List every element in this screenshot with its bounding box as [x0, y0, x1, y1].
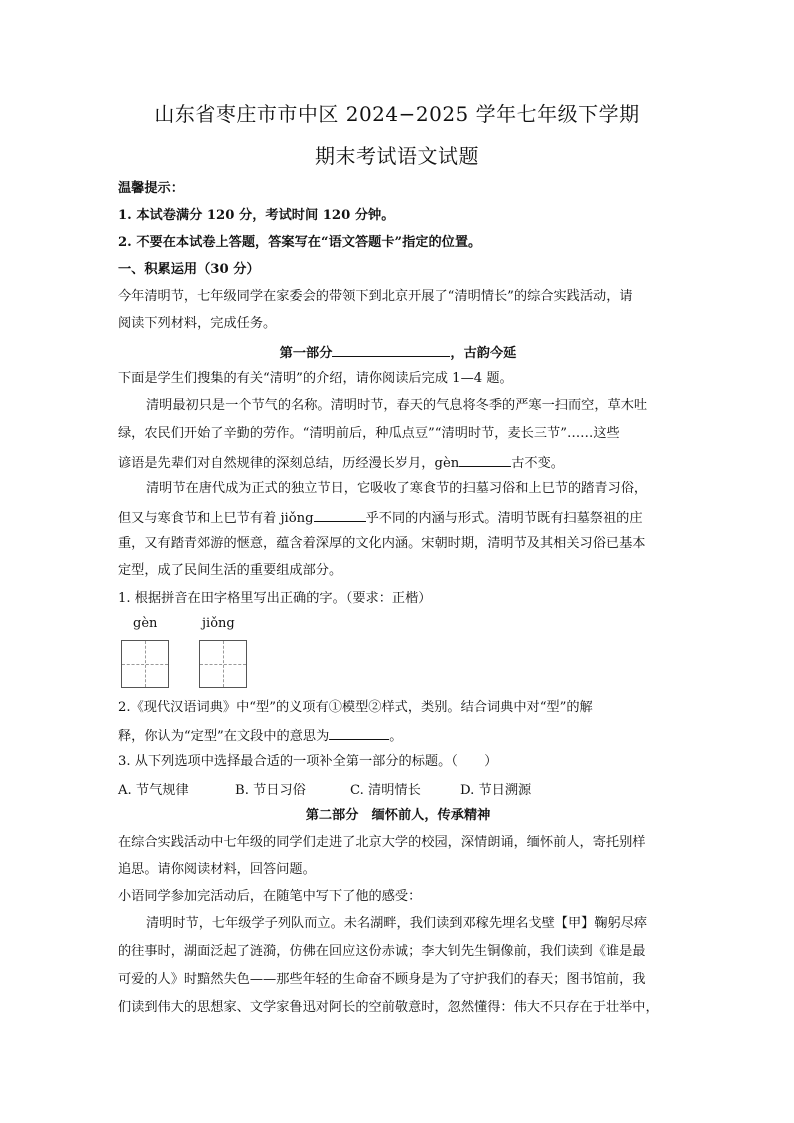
exam-title-line2: 期末考试语文试题 — [315, 144, 479, 168]
part2-lead: 小语同学参加完活动后，在随笔中写下了他的感受： — [118, 889, 422, 904]
part1-p1-line1: 清明最初只是一个节气的名称。清明时节，春天的气息将冬季的严寒一扫而空，草木吐 — [146, 398, 648, 413]
part1-p2-line2-b: 乎不同的内涵与形式。清明节既有扫墓祭祖的庄 — [365, 511, 643, 526]
question-1: 1. 根据拼音在田字格里写出正确的字。（要求：正楷） — [118, 591, 432, 606]
part2-p-line3: 可爱的人》时黯然失色——那些年轻的生命奋不顾身是为了守护我们的春天；图书馆前，我 — [118, 972, 646, 987]
part2-intro-line1: 在综合实践活动中七年级的同学们走进了北京大学的校园，深情朗诵，缅怀前人，寄托别样 — [118, 835, 646, 850]
part1-lead: 下面是学生们搜集的有关“清明”的介绍，请你阅读后完成 1—4 题。 — [118, 371, 513, 386]
part1-p1-line3-a: 谚语是先辈们对自然规律的深刻总结，历经漫长岁月，gèn — [118, 456, 460, 471]
tips-heading: 温馨提示： — [118, 181, 184, 196]
part1-title-blank — [332, 342, 450, 357]
option-c: C. 清明情长 — [350, 783, 421, 798]
tips-item-1: 1. 本试卷满分 120 分，考试时间 120 分钟。 — [118, 208, 395, 223]
tianzige-box-1[interactable] — [121, 640, 169, 688]
question-2-line2-b: 。 — [389, 729, 403, 744]
exam-title-line1: 山东省枣庄市市中区 2024−2025 学年七年级下学期 — [154, 102, 640, 126]
dingxing-blank — [329, 725, 389, 740]
part1-p1-line3 — [118, 452, 678, 474]
part1-p1-line3-b: 古不变。 — [511, 456, 564, 471]
option-d: D. 节日溯源 — [460, 783, 532, 798]
part2-p-line1: 清明时节，七年级学子列队而立。未名湖畔，我们读到邓稼先埋名戈壁【甲】鞠躬尽瘁 — [146, 916, 648, 931]
part1-p2-line1: 清明节在唐代成为正式的独立节日，它吸收了寒食节的扫墓习俗和上巳节的踏青习俗， — [146, 481, 648, 496]
tianzige-box-2[interactable] — [199, 640, 247, 688]
section1-heading: 一、积累运用（30 分） — [118, 262, 260, 277]
option-a: A. 节气规律 — [118, 783, 189, 798]
part1-p2-line2 — [118, 507, 678, 529]
part2-heading: 第二部分 缅怀前人，传承精神 — [305, 808, 491, 823]
part1-heading-suffix: ，古韵今延 — [450, 346, 517, 361]
part1-p1-line2: 绿，农民们开始了辛勤的劳作。“清明前后，种瓜点豆”“清明时节，麦长三节”……这些 — [118, 426, 620, 441]
part2-intro-line2: 追思。请你阅读材料，回答问题。 — [118, 862, 316, 877]
part1-p2-line3: 重，又有踏青郊游的惬意，蕴含着深厚的文化内涵。宋朝时期，清明节及其相关习俗已基本 — [118, 536, 646, 551]
tips-item-2: 2. 不要在本试卷上答题，答案写在“语文答题卡”指定的位置。 — [118, 235, 482, 250]
section1-intro-line2: 阅读下列材料，完成任务。 — [118, 316, 277, 331]
part2-p-line2: 的往事时，湖面泛起了涟漪，仿佛在回应这份赤诚；李大钊先生铜像前，我们读到《谁是最 — [118, 944, 646, 959]
part2-p-line4: 们读到伟大的思想家、文学家鲁迅对阿长的空前敬意时，忽然懂得：伟大不只存在于壮举中， — [118, 1000, 659, 1015]
part1-p2-line2-a: 但又与寒食节和上巳节有着 jiǒng — [118, 511, 314, 526]
pinyin-jiong: jiǒng — [202, 616, 235, 631]
option-b: B. 节日习俗 — [235, 783, 306, 798]
part1-p2-line4: 定型，成了民间生活的重要组成部分。 — [118, 563, 343, 578]
section1-intro-line1: 今年清明节，七年级同学在家委会的带领下到北京开展了“清明情长”的综合实践活动，请 — [118, 289, 633, 304]
pinyin-gen: gèn — [133, 616, 158, 631]
question-2-line2-a: 释，你认为“定型”在文段中的意思为 — [118, 729, 330, 744]
question-2-line2 — [118, 725, 678, 747]
question-2-line1: 2.《现代汉语词典》中“型”的义项有①模型②样式，类别。结合词典中对“型”的解 — [118, 700, 593, 715]
question-3: 3. 从下列选项中选择最合适的一项补全第一部分的标题。（ ） — [118, 754, 498, 769]
part1-heading — [118, 342, 678, 364]
jiong-blank — [314, 507, 366, 522]
part1-heading-prefix: 第一部分 — [279, 346, 333, 361]
gen-blank — [459, 452, 511, 467]
